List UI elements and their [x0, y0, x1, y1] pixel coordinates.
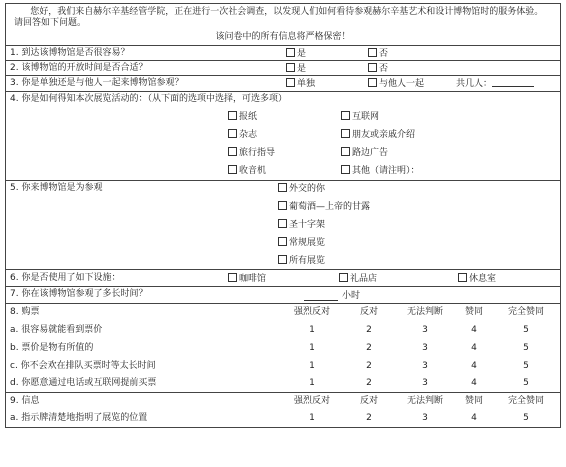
q4-option-travel-guide[interactable]: 旅行指导	[228, 147, 275, 159]
rating-option[interactable]: 2	[366, 412, 372, 423]
q4-option-radio[interactable]: 收音机	[228, 165, 266, 177]
q4-label: 4. 你是如何得知本次展览活动的：（从下面的选项中选择，可选多项）	[10, 93, 287, 104]
rating-option[interactable]: 3	[422, 324, 428, 335]
confidentiality-note: 该问卷中的所有信息将严格保密！	[215, 31, 351, 42]
scale-header: 无法判断	[406, 395, 443, 406]
q4-option-magazine[interactable]: 杂志	[228, 129, 257, 141]
rating-option[interactable]: 1	[309, 342, 315, 353]
q9-label: 9. 信息	[10, 395, 40, 406]
count-blank[interactable]	[492, 78, 534, 87]
q3-option-with-others[interactable]: 与他人一起	[368, 78, 424, 90]
q3-count-field[interactable]: 共几人：	[456, 78, 534, 90]
q4-option-friends[interactable]: 朋友或亲戚介绍	[341, 129, 415, 141]
checkbox[interactable]	[286, 78, 295, 87]
rating-option[interactable]: 1	[309, 360, 315, 371]
q4-option-internet[interactable]: 互联网	[341, 111, 379, 123]
rating-option[interactable]: 3	[422, 342, 428, 353]
scale-header: 反对	[359, 395, 378, 406]
question-1	[5, 46, 561, 61]
q2-option-no[interactable]: 否	[368, 63, 388, 75]
q8-item-b: b. 票价是物有所值的	[10, 342, 94, 353]
scale-header: 强烈反对	[293, 395, 330, 406]
q9-item-a: a. 指示牌清楚地指明了展览的位置	[10, 412, 148, 423]
q7-label: 7. 你在该博物馆参观了多长时间？	[10, 288, 148, 299]
q7-unit: 小时	[342, 290, 361, 301]
q6-label: 6. 你是否使用了如下设施：	[10, 272, 121, 283]
checkbox[interactable]	[286, 63, 295, 72]
q5-option-1[interactable]: 外交的你	[278, 183, 325, 195]
question-2	[5, 61, 561, 76]
scale-header: 赞同	[464, 306, 483, 317]
q5-option-5[interactable]: 所有展览	[278, 255, 325, 267]
q2-label: 2. 该博物馆的开放时间是否合适？	[10, 62, 148, 73]
q8-item-c: c. 你不会欢在排队买票时等太长时间	[10, 360, 156, 371]
checkbox[interactable]	[368, 48, 377, 57]
intro-section	[5, 3, 561, 46]
rating-option[interactable]: 4	[471, 324, 477, 335]
rating-option[interactable]: 1	[309, 412, 315, 423]
rating-option[interactable]: 4	[471, 412, 477, 423]
checkbox[interactable]	[286, 48, 295, 57]
scale-header: 完全赞同	[507, 306, 544, 317]
checkbox[interactable]	[368, 78, 377, 87]
q4-option-other[interactable]: 其他（请注明）：	[341, 165, 420, 177]
q8-item-d: d. 你愿意通过电话或互联网提前买票	[10, 377, 157, 388]
q3-label: 3. 你是单独还是与他人一起来博物馆参观？	[10, 77, 184, 88]
q1-option-no[interactable]: 否	[368, 48, 388, 60]
rating-option[interactable]: 5	[523, 342, 529, 353]
rating-option[interactable]: 4	[471, 342, 477, 353]
scale-header: 强烈反对	[293, 306, 330, 317]
rating-option[interactable]: 2	[366, 377, 372, 388]
rating-option[interactable]: 5	[523, 377, 529, 388]
rating-option[interactable]: 4	[471, 377, 477, 388]
rating-option[interactable]: 5	[523, 412, 529, 423]
q5-option-4[interactable]: 常规展览	[278, 237, 325, 249]
scale-header: 完全赞同	[507, 395, 544, 406]
q6-option-cafe[interactable]: 咖啡馆	[228, 273, 266, 285]
rating-option[interactable]: 1	[309, 324, 315, 335]
intro-text: 您好，我们来自赫尔辛基经管学院，正在进行一次社会调查，以发现人们如何看待参观赫尔辛基艺术和设计博物馆时的服务体验。请回答如下问题。	[14, 7, 544, 29]
question-4	[5, 92, 561, 181]
q5-label: 5. 你来博物馆是为参观	[10, 182, 103, 193]
scale-header: 无法判断	[406, 306, 443, 317]
q4-option-newspaper[interactable]: 报纸	[228, 111, 257, 123]
question-3	[5, 76, 561, 92]
q6-option-lounge[interactable]: 休息室	[458, 273, 496, 285]
q4-option-roadside-ads[interactable]: 路边广告	[341, 147, 388, 159]
rating-option[interactable]: 4	[471, 360, 477, 371]
q5-option-3[interactable]: 圣十字架	[278, 219, 325, 231]
rating-option[interactable]: 3	[422, 360, 428, 371]
rating-option[interactable]: 1	[309, 377, 315, 388]
q5-option-2[interactable]: 葡萄酒—上帝的甘露	[278, 201, 370, 213]
q8-item-a: a. 很容易就能看到票价	[10, 324, 103, 335]
checkbox[interactable]	[368, 63, 377, 72]
rating-option[interactable]: 2	[366, 342, 372, 353]
q6-option-gift-shop[interactable]: 礼品店	[339, 273, 377, 285]
question-9	[5, 393, 561, 428]
question-5	[5, 181, 561, 270]
scale-header: 反对	[359, 306, 378, 317]
rating-option[interactable]: 2	[366, 360, 372, 371]
questionnaire	[5, 3, 561, 428]
rating-option[interactable]: 3	[422, 377, 428, 388]
q1-label: 1. 到达该博物馆是否很容易？	[10, 47, 130, 58]
scale-header: 赞同	[464, 395, 483, 406]
question-7	[5, 287, 561, 304]
q1-option-yes[interactable]: 是	[286, 48, 306, 60]
q3-option-alone[interactable]: 单独	[286, 78, 315, 90]
question-8	[5, 304, 561, 393]
q2-option-yes[interactable]: 是	[286, 63, 306, 75]
hours-input-line[interactable]	[304, 292, 338, 301]
question-6	[5, 270, 561, 287]
rating-option[interactable]: 5	[523, 324, 529, 335]
rating-option[interactable]: 5	[523, 360, 529, 371]
rating-option[interactable]: 3	[422, 412, 428, 423]
rating-option[interactable]: 2	[366, 324, 372, 335]
q8-label: 8. 购票	[10, 306, 40, 317]
